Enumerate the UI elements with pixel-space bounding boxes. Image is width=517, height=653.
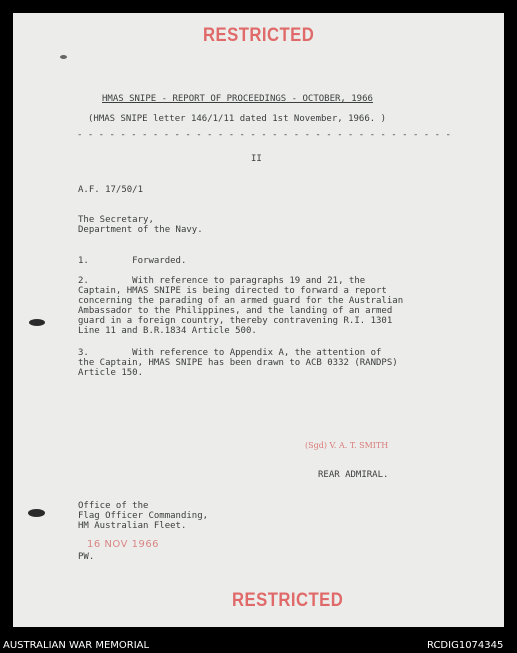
paragraph-3-line-1: 3. With reference to Appendix A, the attention of: [78, 348, 382, 358]
file-reference: A.F. 17/50/1: [78, 185, 144, 195]
archive-credit: AUSTRALIAN WAR MEMORIAL: [3, 640, 150, 651]
section-number: II: [251, 154, 262, 164]
document-page: [13, 13, 504, 627]
paragraph-2-line-5: guard in a foreign country, thereby contravening R.I. 1301: [78, 316, 393, 326]
addressee-line-1: The Secretary,: [78, 215, 154, 225]
document-subtitle: (HMAS SNIPE letter 146/1/11 dated 1st November, 1966. ): [88, 114, 387, 124]
office-line-1: Office of the: [78, 501, 149, 511]
initials: PW.: [78, 552, 95, 562]
signature-line: (Sgd) V. A. T. SMITH: [305, 441, 389, 450]
paragraph-2-line-4: Ambassador to the Philippines, and the landing of an armed: [78, 306, 393, 316]
punch-hole-mark: [29, 319, 45, 326]
paragraph-2-line-3: concerning the parading of an armed guard for the Australian: [78, 296, 404, 306]
paragraph-3-line-3: Article 150.: [78, 368, 144, 378]
speck-mark: [60, 55, 67, 59]
office-line-2: Flag Officer Commanding,: [78, 511, 209, 521]
punch-hole-mark: [28, 509, 45, 517]
paragraph-2-line-6: Line 11 and B.R.1834 Article 500.: [78, 326, 257, 336]
addressee-line-2: Department of the Navy.: [78, 225, 203, 235]
dashed-rule: - - - - - - - - - - - - - - - - - - - - - - - - - - - - - - - - - - -: [77, 130, 451, 140]
document-title: HMAS SNIPE - REPORT OF PROCEEDINGS - OCTOBER, 1966: [102, 94, 373, 104]
paragraph-2-line-2: Captain, HMAS SNIPE is being directed to forward a report: [78, 286, 387, 296]
restricted-stamp-top: RESTRICTED: [203, 25, 315, 46]
archive-id: RCDIG1074345: [427, 640, 504, 651]
date-received-stamp: 16 NOV 1966: [87, 539, 160, 550]
restricted-stamp-bottom: RESTRICTED: [232, 590, 344, 611]
office-line-3: HM Australian Fleet.: [78, 521, 187, 531]
paragraph-2-line-1: 2. With reference to paragraphs 19 and 21, the: [78, 276, 366, 286]
paragraph-1: 1. Forwarded.: [78, 256, 187, 266]
signatory-rank: REAR ADMIRAL.: [318, 470, 389, 480]
paragraph-3-line-2: the Captain, HMAS SNIPE has been drawn to ACB 0332 (RANDPS): [78, 358, 398, 368]
